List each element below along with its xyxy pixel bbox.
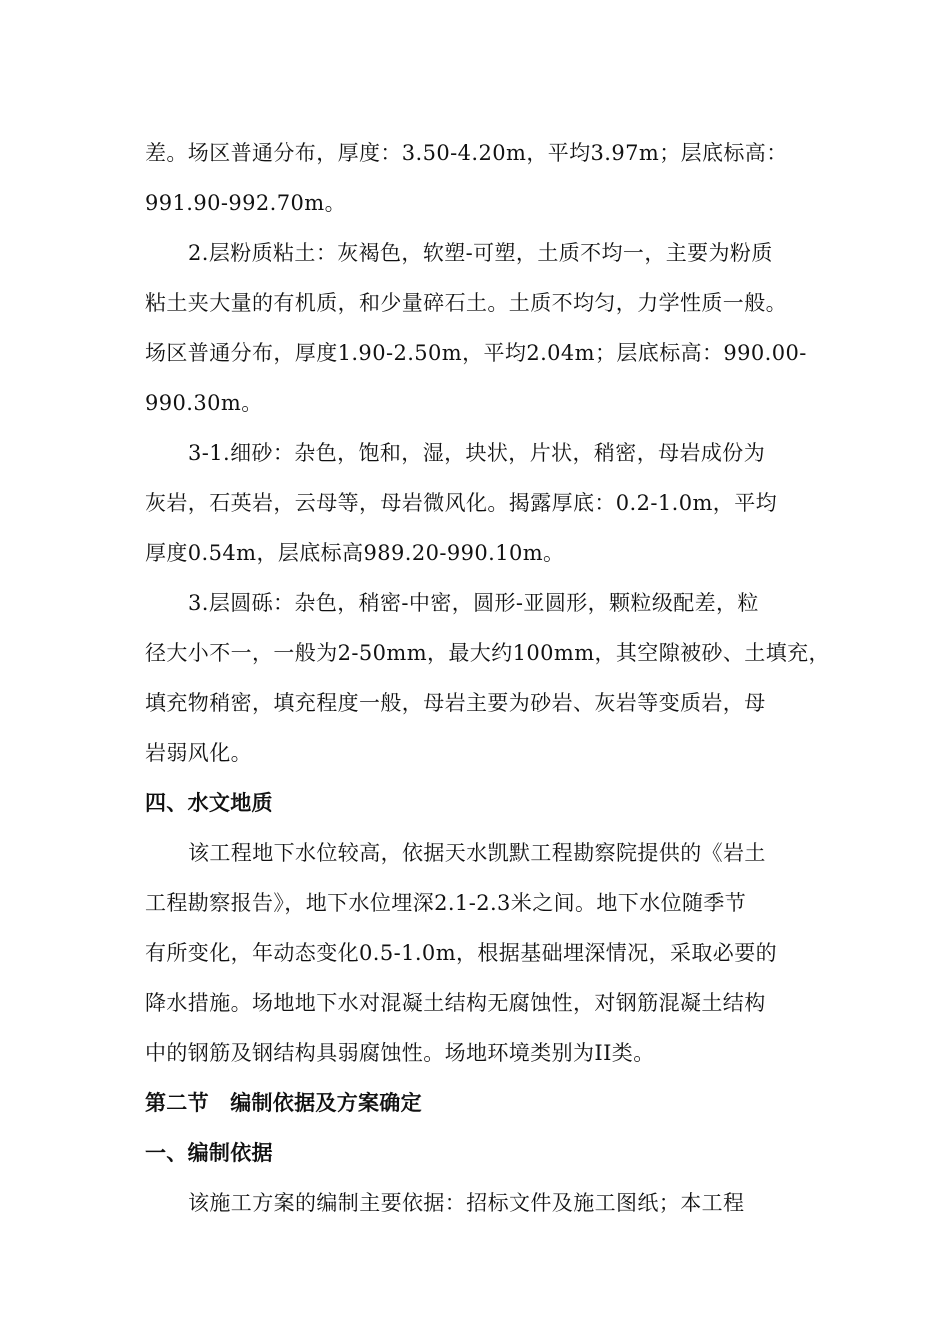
body-text-line: 降水措施。场地地下水对混凝土结构无腐蚀性，对钢筋混凝土结构 (145, 991, 766, 1015)
body-text-line: 中的钢筋及钢结构具弱腐蚀性。场地环境类别为II类。 (145, 1041, 655, 1065)
body-text-line: 粘土夹大量的有机质，和少量碎石土。土质不均匀，力学性质一般。 (145, 291, 787, 315)
body-text-line: 有所变化，年动态变化0.5-1.0m，根据基础埋深情况，采取必要的 (145, 941, 778, 965)
chapter-section-heading: 第二节 编制依据及方案确定 (145, 1091, 422, 1115)
body-text-line: 厚度0.54m，层底标高989.20-990.10m。 (145, 541, 565, 565)
body-text-line: 差。场区普通分布，厚度：3.50-4.20m，平均3.97m；层底标高： (145, 141, 788, 165)
body-text-line: 填充物稍密，填充程度一般，母岩主要为砂岩、灰岩等变质岩，母 (145, 691, 766, 715)
body-text-line: 991.90-992.70m。 (145, 191, 346, 215)
paragraph-first-line: 2.层粉质粘土：灰褐色，软塑-可塑，土质不均一，主要为粉质 (188, 241, 773, 265)
section-heading: 一、编制依据 (145, 1141, 273, 1165)
body-text-line: 场区普通分布，厚度1.90-2.50m，平均2.04m；层底标高：990.00- (145, 341, 807, 365)
paragraph-first-line: 该工程地下水位较高，依据天水凯默工程勘察院提供的《岩土 (188, 841, 766, 865)
section-heading: 四、水文地质 (145, 791, 273, 815)
paragraph-first-line: 该施工方案的编制主要依据：招标文件及施工图纸；本工程 (188, 1191, 745, 1215)
paragraph-first-line: 3-1.细砂：杂色，饱和，湿，块状，片状，稍密，母岩成份为 (188, 441, 766, 465)
body-text-line: 990.30m。 (145, 391, 263, 415)
body-text-line: 灰岩，石英岩，云母等，母岩微风化。揭露厚底：0.2-1.0m，平均 (145, 491, 778, 515)
body-text-line: 径大小不一，一般为2-50mm，最大约100mm，其空隙被砂、土填充， (145, 641, 830, 665)
paragraph-first-line: 3.层圆砾：杂色，稍密-中密，圆形-亚圆形，颗粒级配差，粒 (188, 591, 759, 615)
body-text-line: 工程勘察报告》，地下水位埋深2.1-2.3米之间。地下水位随季节 (145, 891, 747, 915)
body-text-line: 岩弱风化。 (145, 741, 252, 765)
